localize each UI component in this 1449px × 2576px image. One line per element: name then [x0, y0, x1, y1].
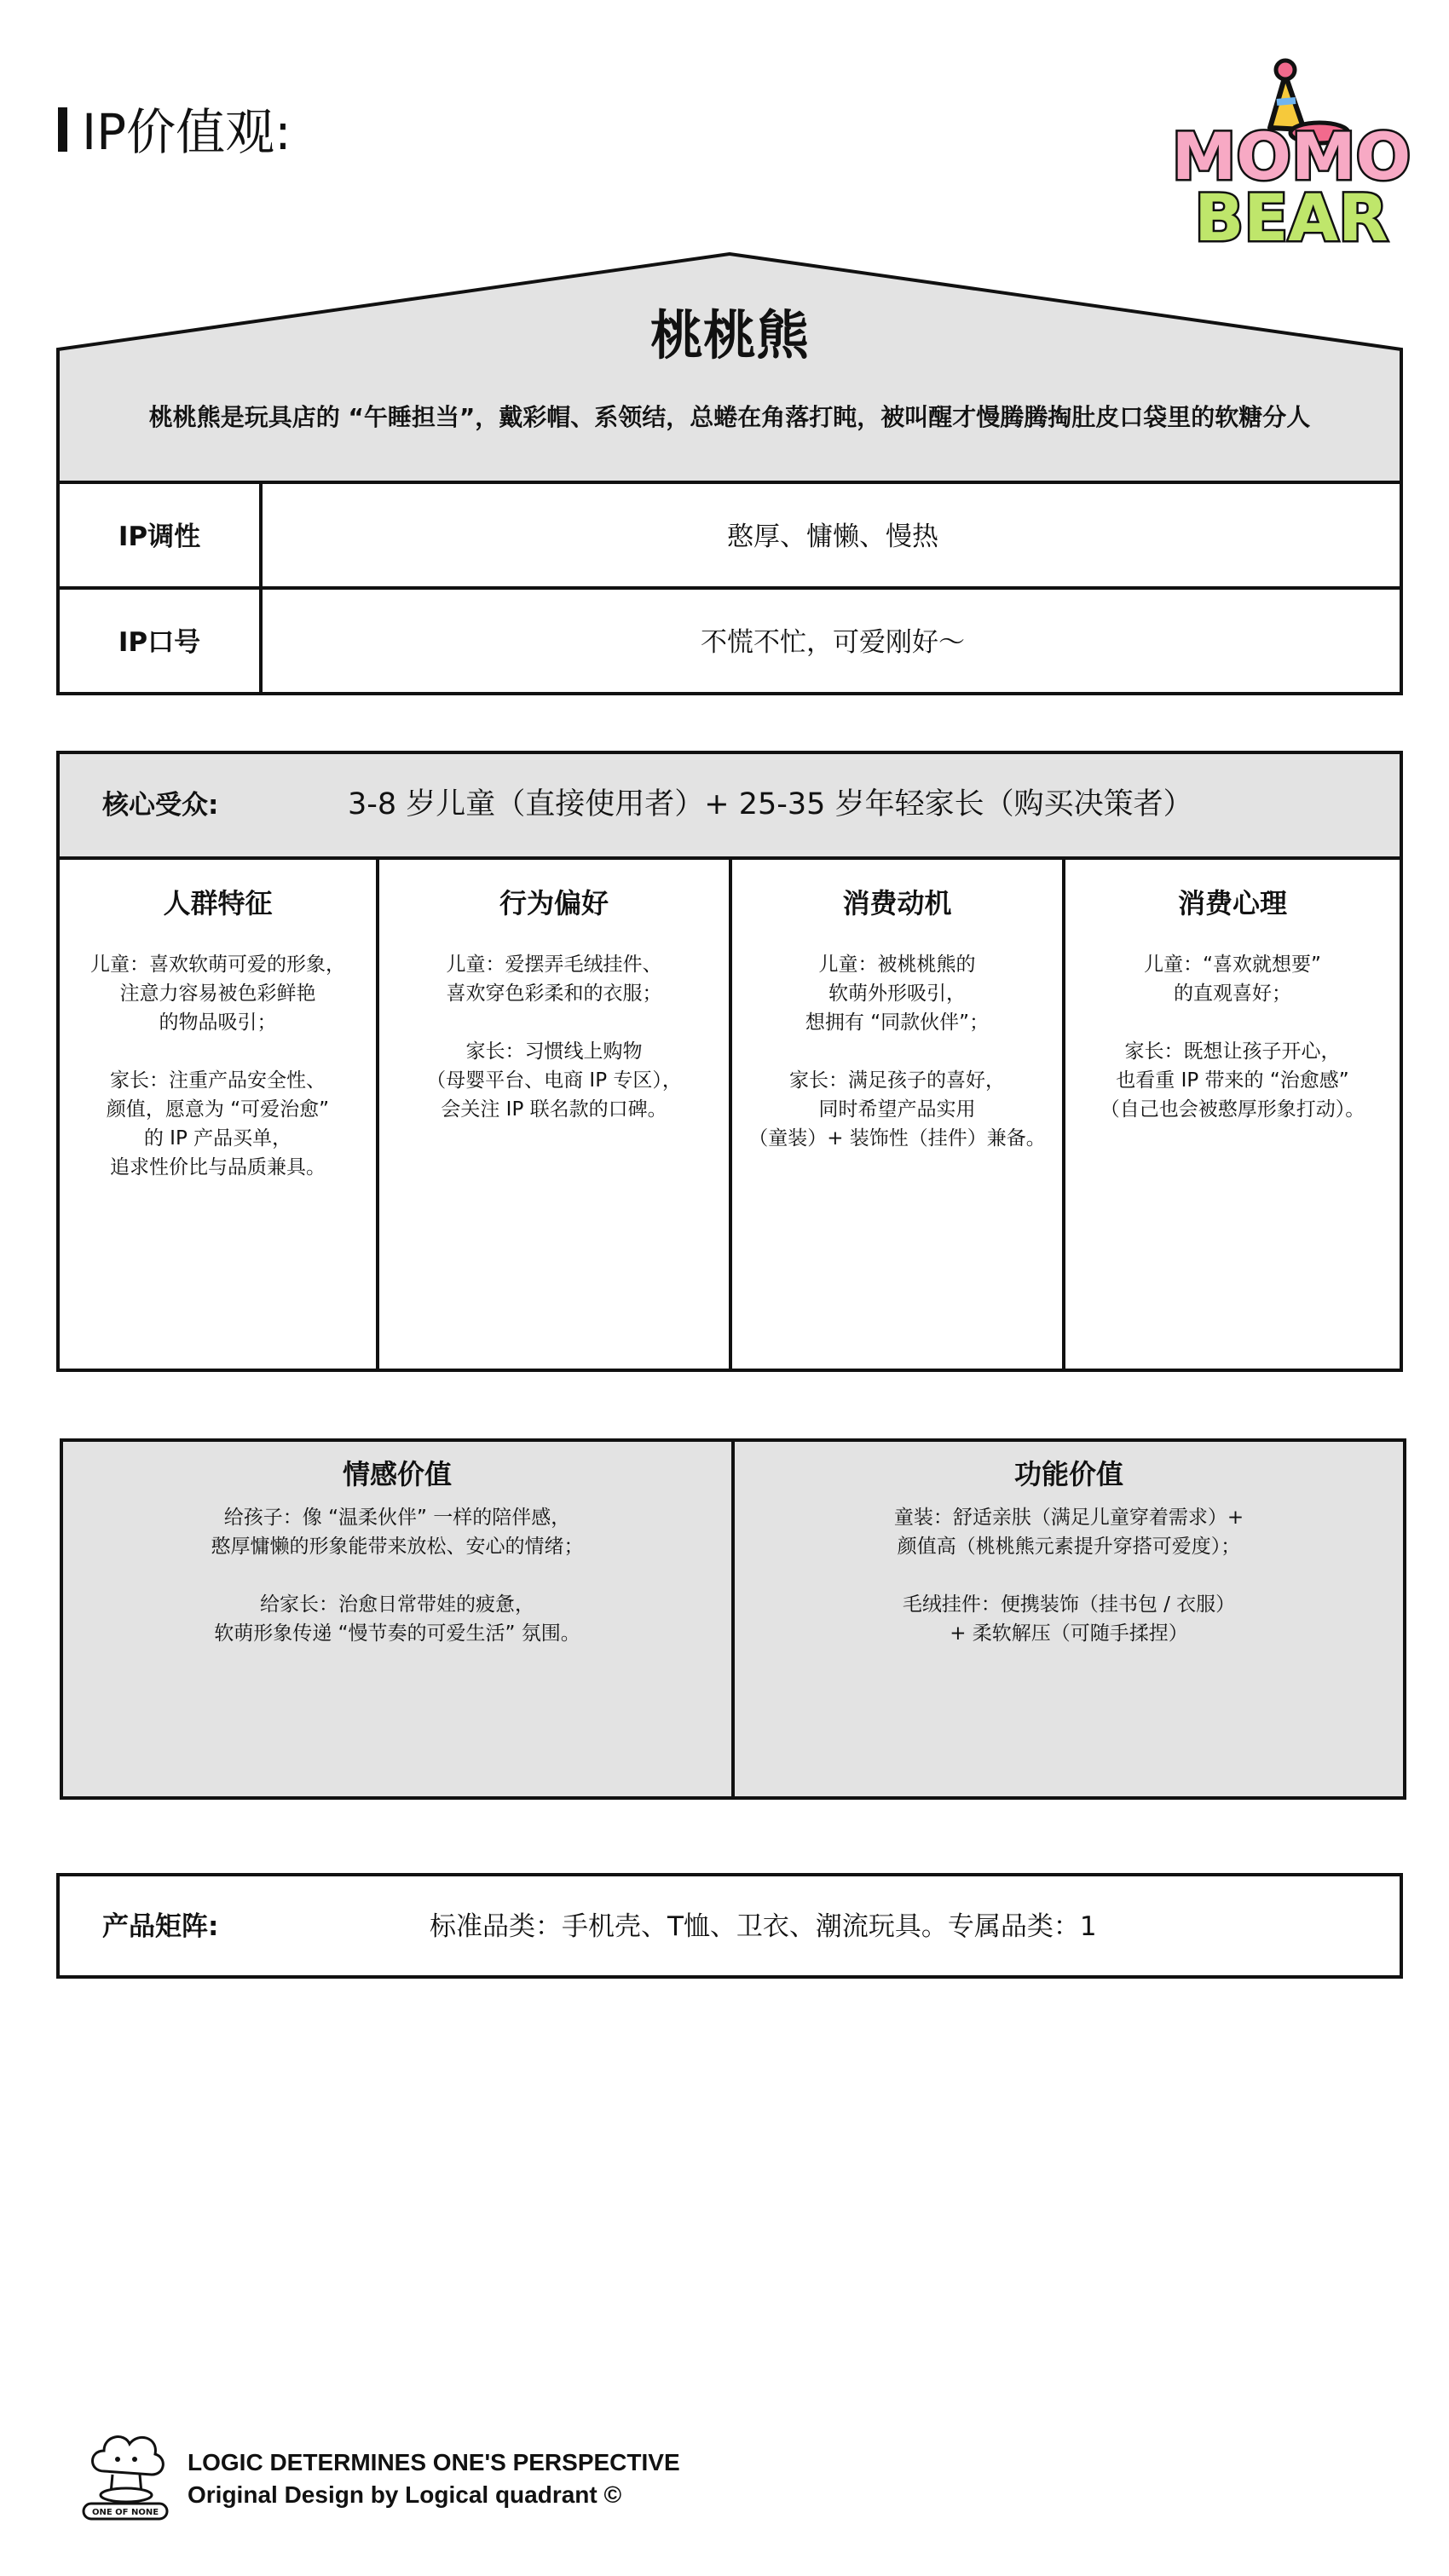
ip-name: 桃桃熊 — [649, 304, 809, 366]
column-title-traits: 人群特征 — [163, 887, 273, 919]
column-text-psychology: 儿童：“喜欢就想要” 的直观喜好； 家长：既想让孩子开心， 也看重 IP 带来的 “治愈感” （自己也会被憨厚形象打动）。 — [1100, 954, 1365, 1121]
column-text-behavior: 儿童：爱摆弄毛绒挂件、 喜欢穿色彩柔和的衣服； 家长：习惯线上购物 （母婴平台、电商 IP 专区）， 会关注 IP 联名款的口碑。 — [426, 954, 682, 1121]
column-title-psychology: 消费心理 — [1177, 887, 1287, 919]
footer-credit: Original Design by Logical quadrant © — [188, 2481, 622, 2508]
page-title: IP价值观: — [82, 103, 292, 161]
ip-description: 桃桃熊是玩具店的 “午睡担当”，戴彩帽、系领结，总蜷在角落打盹，被叫醒才慢腾腾掏肚皮口袋里的软糖分人 — [148, 403, 1311, 431]
logo-text-bear: BEAR — [1194, 180, 1388, 256]
ip-tone-label: IP调性 — [118, 522, 201, 552]
column-text-motivation: 儿童：被桃桃熊的 软萌外形吸引， 想拥有 “同款伙伴”； 家长：满足孩子的喜好， 同时希望产品实用 （童装）+ 装饰性（挂件）兼备。 — [748, 954, 1046, 1150]
ip-slogan-value: 不慌不忙，可爱刚好～ — [701, 627, 965, 658]
emotional-value-text: 给孩子：像 “温柔伙伴” 一样的陪伴感， 憨厚慵懒的形象能带来放松、安心的情绪； 给家长：治愈日常带娃的疲惫， 软萌形象传递 “慢节奏的可爱生活” 氛围。 — [211, 1507, 584, 1645]
footer-tagline: LOGIC DETERMINES ONE'S PERSPECTIVE — [188, 2449, 680, 2475]
ip-tone-value: 憨厚、慵懒、慢热 — [727, 522, 938, 552]
functional-value-title: 功能价值 — [1013, 1458, 1123, 1490]
logo-text-momo: MOMO — [1171, 118, 1411, 194]
ip-slogan-label: IP口号 — [118, 627, 201, 658]
audience-value: 3-8 岁儿童（直接使用者）+ 25-35 岁年轻家长（购买决策者） — [348, 787, 1193, 821]
footer-badge-text: ONE OF NONE — [91, 2508, 159, 2517]
momo-bear-logo — [1168, 51, 1415, 256]
column-title-motivation: 消费动机 — [842, 887, 952, 919]
functional-value-text: 童装：舒适亲肤（满足儿童穿着需求）+ 颜值高（桃桃熊元素提升穿搭可爱度）； 毛绒挂件：便携装饰（挂书包 / 衣服） + 柔软解压（可随手揉捏） — [893, 1507, 1244, 1645]
audience-label: 核心受众: — [102, 790, 219, 821]
column-text-traits: 儿童：喜欢软萌可爱的形象， 注意力容易被色彩鲜艳 的物品吸引； 家长：注重产品安全性、 颜值，愿意为 “可爱治愈” 的 IP 产品买单， 追求性价比与品质兼具。 — [90, 954, 345, 1179]
product-matrix-label: 产品矩阵: — [102, 1911, 219, 1942]
emotional-value-title: 情感价值 — [342, 1458, 452, 1490]
column-title-behavior: 行为偏好 — [499, 887, 609, 919]
cloud-character-icon — [78, 2422, 172, 2522]
product-matrix-value: 标准品类：手机壳、T恤、卫衣、潮流玩具。专属品类：1 — [430, 1911, 1097, 1942]
title-accent-bar — [58, 107, 67, 152]
